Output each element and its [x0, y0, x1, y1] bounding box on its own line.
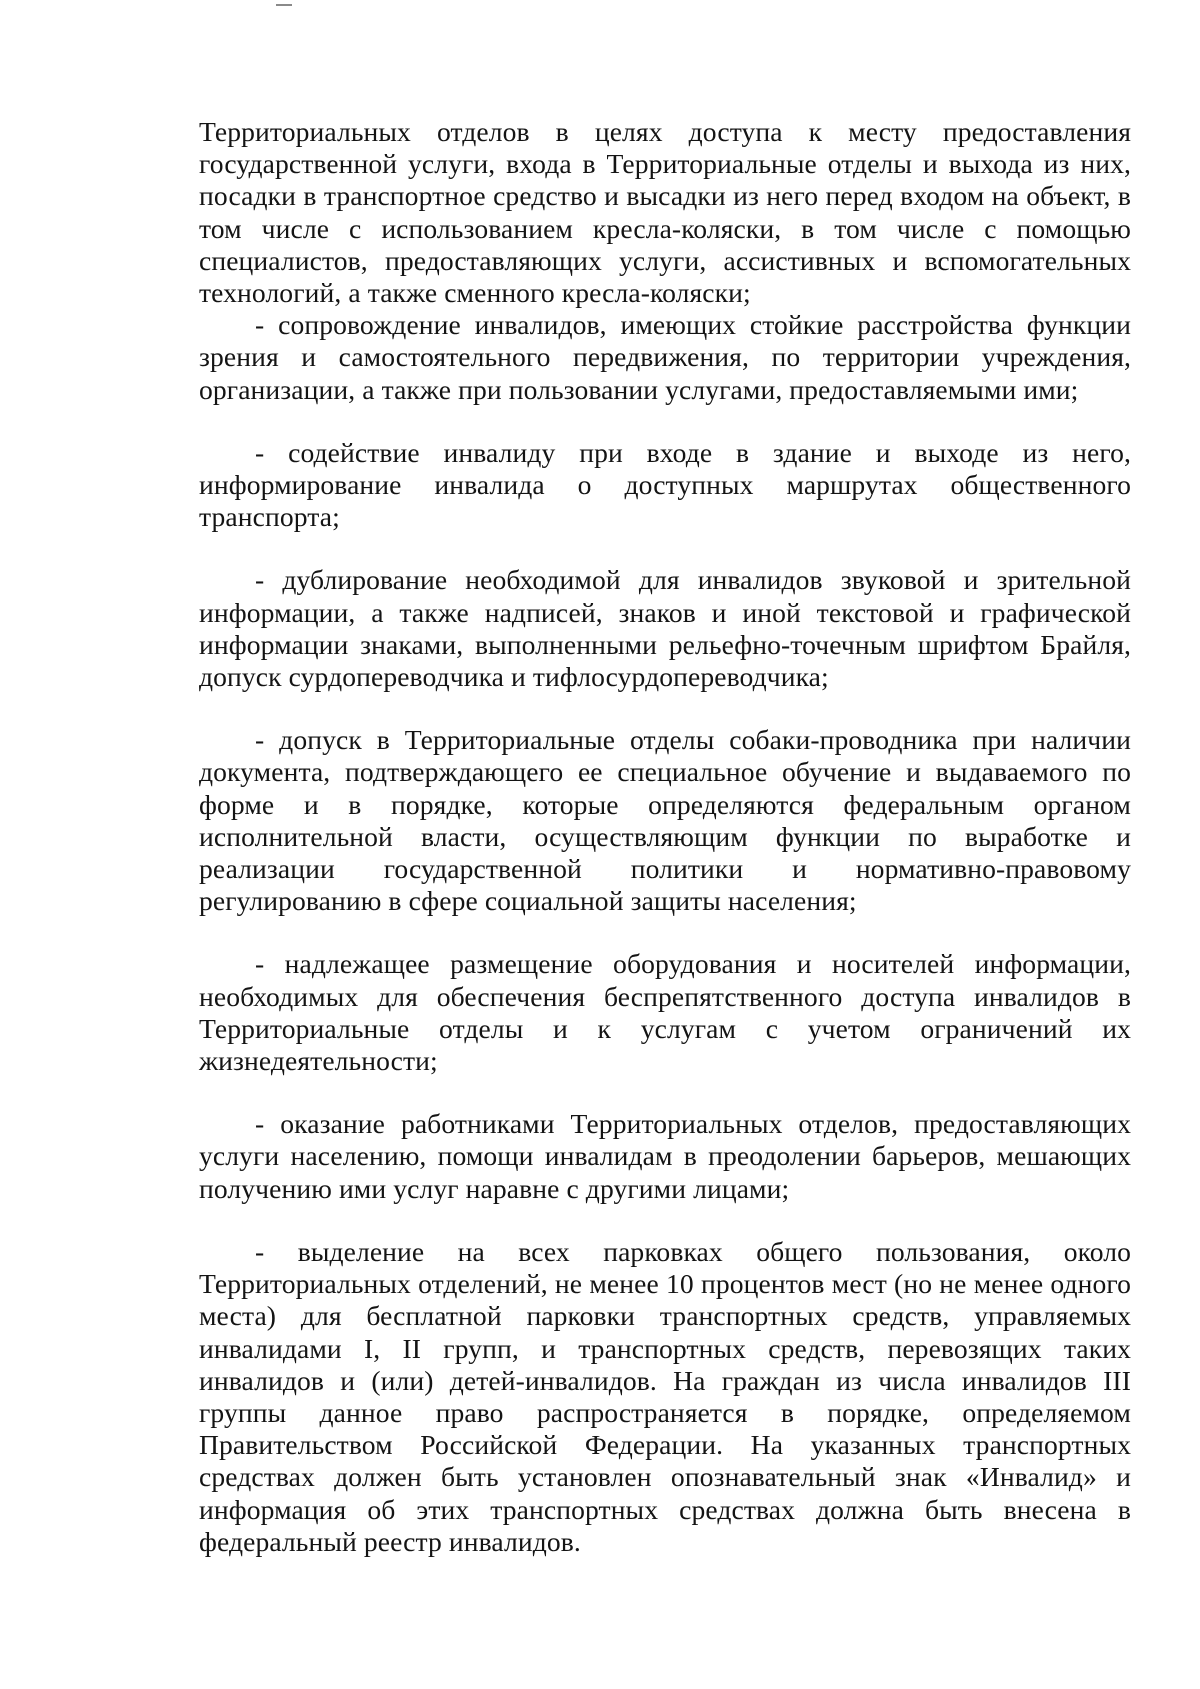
paragraph-staff-assistance: - оказание работниками Территориальных отделов, предоставляющих услуги населению, помощи инвалидам в преодолении барьеров, мешающих получению ими услуг наравне с другими лицами; [199, 1108, 1131, 1204]
paragraph-information-duplication: - дублирование необходимой для инвалидов звуковой и зрительной информации, а также надписей, знаков и иной текстовой и графической информации знаками, выполненными рельефно-точечным шрифтом Брайля, допуск сурдопереводчика и тифлосурдопереводчика; [199, 564, 1131, 693]
document-body [199, 116, 1131, 1558]
paragraph-parking: - выделение на всех парковках общего пользования, около Территориальных отделений, не менее 10 процентов мест (но не менее одного места) для бесплатной парковки транспортных средств, управляемых инвалидами I, II групп, и транспортных средств, перевозящих таких инвалидов и (или) детей-инвалидов. На граждан из числа инвалидов III группы данное право распространяется в порядке, определяемом Правительством Российской Федерации. На указанных транспортных средствах должен быть установлен опознавательный знак «Инвалид» и информация об этих транспортных средствах должна быть внесена в федеральный реестр инвалидов. [199, 1235, 1131, 1557]
paragraph-guide-dog: - допуск в Территориальные отделы собаки-проводника при наличии документа, подтверждающего ее специальное обучение и выдаваемого по форме и в порядке, которые определяются федеральным органом исполнительной власти, осуществляющим функции по выработке и реализации государственной политики и нормативно-правовому регулированию в сфере социальной защиты населения; [199, 724, 1131, 917]
scan-mark [276, 4, 292, 6]
paragraph-continuation: Территориальных отделов в целях доступа к месту предоставления государственной услуги, входа в Территориальные отделы и выхода из них, посадки в транспортное средство и высадки из него перед входом на объект, в том числе с использованием кресла-коляски, в том числе с помощью специалистов, предоставляющих услуги, ассистивных и вспомогательных технологий, а также сменного кресла-коляски; [199, 116, 1131, 309]
paragraph-escort: - сопровождение инвалидов, имеющих стойкие расстройства функции зрения и самостоятельного передвижения, по территории учреждения, организации, а также при пользовании услугами, предоставляемыми ими; [199, 309, 1131, 405]
paragraph-equipment-placement: - надлежащее размещение оборудования и носителей информации, необходимых для обеспечения беспрепятственного доступа инвалидов в Территориальные отделы и к услугам с учетом ограничений их жизнедеятельности; [199, 948, 1131, 1077]
paragraph-entry-assistance: - содействие инвалиду при входе в здание и выходе из него, информирование инвалида о доступных маршрутах общественного транспорта; [199, 436, 1131, 533]
